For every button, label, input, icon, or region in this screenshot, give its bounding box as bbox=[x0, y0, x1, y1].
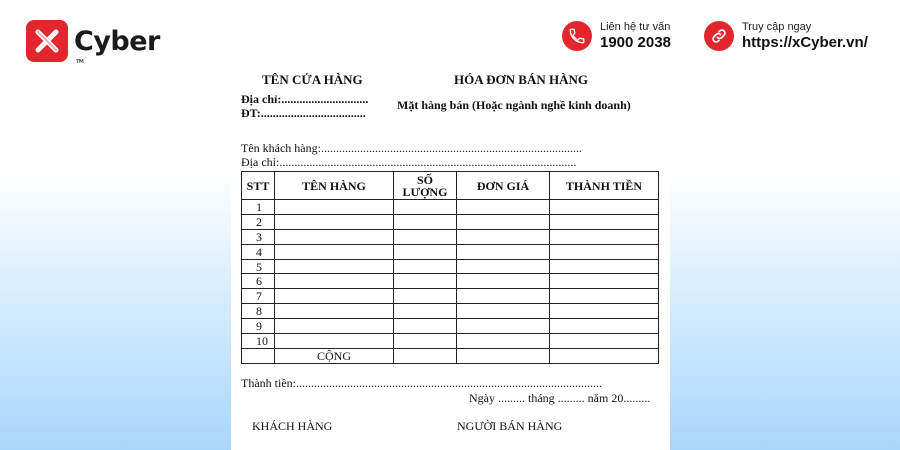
total-price-cell bbox=[457, 348, 550, 363]
quantity-cell bbox=[394, 229, 457, 244]
table-row bbox=[242, 200, 659, 215]
row-number: 5 bbox=[242, 259, 275, 274]
column-header: TÊN HÀNG bbox=[275, 172, 394, 200]
row-number: 1 bbox=[242, 200, 275, 215]
table-row bbox=[242, 259, 659, 274]
amount-in-words-line: Thành tiền:...................................................................................................... bbox=[241, 376, 602, 390]
table-row bbox=[242, 229, 659, 244]
brand-logo[interactable] bbox=[26, 20, 160, 65]
column-header: ĐƠN GIÁ bbox=[457, 172, 550, 200]
table-row bbox=[242, 244, 659, 259]
amount-cell bbox=[550, 334, 659, 349]
unit-price-cell bbox=[457, 214, 550, 229]
unit-price-cell bbox=[457, 200, 550, 215]
invoice-table bbox=[241, 171, 659, 364]
buyer-signature-label: KHÁCH HÀNG bbox=[252, 419, 333, 433]
amount-cell bbox=[550, 200, 659, 215]
row-number: 4 bbox=[242, 244, 275, 259]
amount-cell bbox=[550, 214, 659, 229]
total-quantity-cell bbox=[394, 348, 457, 363]
contact-phone-label: Liên hệ tư vấn bbox=[600, 21, 671, 33]
invoice-document bbox=[231, 62, 670, 450]
link-icon bbox=[704, 21, 734, 51]
item-name-cell bbox=[275, 304, 394, 319]
column-header: STT bbox=[242, 172, 275, 200]
item-name-cell bbox=[275, 334, 394, 349]
contact-phone-number[interactable]: 1900 2038 bbox=[600, 34, 671, 51]
table-row bbox=[242, 304, 659, 319]
business-line: Mặt hàng bán (Hoặc ngành nghề kinh doanh) bbox=[397, 98, 631, 112]
unit-price-cell bbox=[457, 259, 550, 274]
row-number: 7 bbox=[242, 289, 275, 304]
row-number: 10 bbox=[242, 334, 275, 349]
table-row bbox=[242, 319, 659, 334]
trademark-mark: TM bbox=[76, 58, 84, 65]
unit-price-cell bbox=[457, 304, 550, 319]
item-name-cell bbox=[275, 259, 394, 274]
table-row bbox=[242, 274, 659, 289]
unit-price-cell bbox=[457, 319, 550, 334]
x-logo-icon bbox=[26, 20, 68, 62]
item-name-cell bbox=[275, 319, 394, 334]
unit-price-cell bbox=[457, 289, 550, 304]
quantity-cell bbox=[394, 214, 457, 229]
quantity-cell bbox=[394, 334, 457, 349]
quantity-cell bbox=[394, 289, 457, 304]
quantity-cell bbox=[394, 304, 457, 319]
quantity-cell bbox=[394, 319, 457, 334]
unit-price-cell bbox=[457, 334, 550, 349]
date-line: Ngày ......... tháng ......... năm 20......... bbox=[469, 391, 651, 405]
store-name: TÊN CỬA HÀNG bbox=[262, 72, 363, 87]
amount-cell bbox=[550, 244, 659, 259]
item-name-cell bbox=[275, 214, 394, 229]
unit-price-cell bbox=[457, 274, 550, 289]
store-address: Địa chỉ:............................. bbox=[241, 92, 369, 106]
item-name-cell bbox=[275, 274, 394, 289]
item-name-cell bbox=[275, 289, 394, 304]
quantity-cell bbox=[394, 259, 457, 274]
item-name-cell bbox=[275, 244, 394, 259]
customer-address-line: Địa chỉ:................................................................................................... bbox=[241, 155, 577, 169]
amount-cell bbox=[550, 259, 659, 274]
quantity-cell bbox=[394, 274, 457, 289]
total-label: CỘNG bbox=[275, 348, 394, 363]
unit-price-cell bbox=[457, 244, 550, 259]
total-row bbox=[242, 348, 659, 363]
item-name-cell bbox=[275, 200, 394, 215]
total-amount-cell bbox=[550, 348, 659, 363]
phone-icon bbox=[562, 21, 592, 51]
amount-cell bbox=[550, 319, 659, 334]
customer-name-line: Tên khách hàng:....................................................................................... bbox=[241, 141, 582, 155]
quantity-cell bbox=[394, 244, 457, 259]
row-number: 8 bbox=[242, 304, 275, 319]
table-row bbox=[242, 334, 659, 349]
column-header: SỐ LƯỢNG bbox=[394, 172, 457, 200]
seller-signature-label: NGƯỜI BÁN HÀNG bbox=[457, 419, 563, 433]
total-blank-cell bbox=[242, 348, 275, 363]
row-number: 6 bbox=[242, 274, 275, 289]
quantity-cell bbox=[394, 200, 457, 215]
amount-cell bbox=[550, 289, 659, 304]
table-row bbox=[242, 214, 659, 229]
store-phone: ĐT:................................... bbox=[241, 106, 366, 120]
column-header: THÀNH TIỀN bbox=[550, 172, 659, 200]
amount-cell bbox=[550, 304, 659, 319]
row-number: 9 bbox=[242, 319, 275, 334]
contact-phone[interactable] bbox=[562, 20, 671, 52]
item-name-cell bbox=[275, 229, 394, 244]
table-header-row bbox=[242, 172, 659, 200]
contact-website-url[interactable]: https://xCyber.vn/ bbox=[742, 34, 868, 51]
brand-name: Cyber TM bbox=[74, 25, 160, 65]
unit-price-cell bbox=[457, 229, 550, 244]
table-row bbox=[242, 289, 659, 304]
amount-cell bbox=[550, 229, 659, 244]
contact-website[interactable] bbox=[704, 20, 868, 52]
contact-website-label: Truy cập ngay bbox=[742, 21, 812, 33]
row-number: 2 bbox=[242, 214, 275, 229]
invoice-title: HÓA ĐƠN BÁN HÀNG bbox=[454, 72, 588, 87]
amount-cell bbox=[550, 274, 659, 289]
row-number: 3 bbox=[242, 229, 275, 244]
